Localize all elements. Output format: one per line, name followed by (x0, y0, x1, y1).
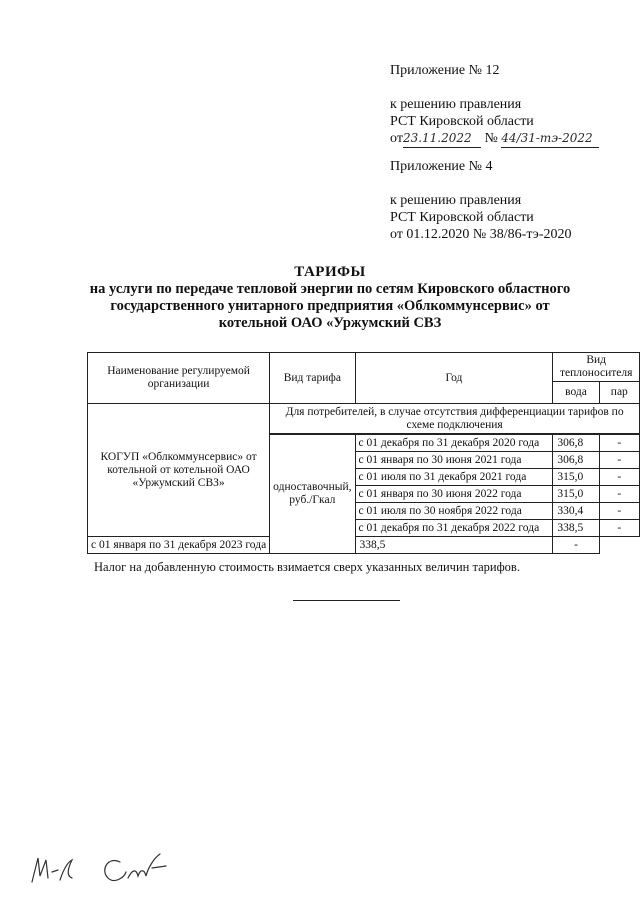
period-cell: с 01 января по 31 декабря 2023 года (88, 537, 270, 554)
water-value: 330,4 (553, 503, 599, 520)
water-value: 315,0 (553, 469, 599, 486)
water-value: 306,8 (553, 452, 599, 469)
period-cell: с 01 января по 30 июня 2022 года (355, 486, 553, 503)
title-line-1: на услуги по передаче тепловой энергии по сетям Кировского областного (89, 281, 571, 297)
number-label: № (484, 131, 498, 146)
to-decision-label: к решению правления (390, 97, 522, 112)
org-name-cell: КОГУП «Облкоммунсервис» от котельной от котельной ОАО «Уржумский СВЗ» (88, 404, 270, 537)
col-header-carrier: Вид теплоносителя (553, 353, 640, 382)
decision-block-1 (390, 96, 599, 148)
handwritten-date: 23.11.2022 (402, 131, 472, 145)
from-label: от (390, 131, 403, 146)
period-cell: с 01 июля по 30 ноября 2022 года (355, 503, 553, 520)
decision-block-2 (390, 192, 571, 243)
prev-decision-label: от 01.12.2020 № 38/86-тэ-2020 (390, 227, 572, 242)
appendix-4-label: Приложение № 4 (390, 159, 493, 174)
col-header-type: Вид тарифа (270, 353, 355, 404)
appendix-12-label: Приложение № 12 (390, 63, 500, 78)
document-title (60, 264, 600, 332)
steam-value: - (599, 452, 639, 469)
title-line-3: котельной ОАО «Уржумский СВЗ (218, 315, 442, 331)
steam-value: - (599, 435, 639, 452)
period-cell: с 01 декабря по 31 декабря 2022 года (355, 520, 553, 537)
title-main: ТАРИФЫ (294, 264, 366, 280)
period-cell: с 01 января по 30 июня 2021 года (355, 452, 553, 469)
rst-label-2: РСТ Кировской области (390, 210, 534, 225)
steam-value: - (599, 520, 639, 537)
col-header-steam: пар (599, 382, 639, 404)
tariff-table (87, 352, 640, 554)
steam-value: - (599, 503, 639, 520)
steam-value: - (599, 486, 639, 503)
header-block (390, 62, 500, 79)
tariff-type-cell: одноставочный, руб./Гкал (270, 435, 355, 554)
steam-value: - (553, 537, 599, 554)
water-value: 338,5 (553, 520, 599, 537)
handwritten-number: 44/31-тэ-2022 (501, 131, 593, 145)
table-row (88, 537, 640, 554)
col-header-org: Наименование регулируемой организации (88, 353, 270, 404)
title-line-2: государственного унитарного предприятия «Облкоммунсервис» от (110, 298, 550, 314)
water-value: 306,8 (553, 435, 599, 452)
signature-mark (28, 848, 188, 888)
steam-value: - (599, 469, 639, 486)
period-cell: с 01 июля по 31 декабря 2021 года (355, 469, 553, 486)
appendix-4-block (390, 158, 493, 175)
col-header-water: вода (553, 382, 599, 404)
water-value: 315,0 (553, 486, 599, 503)
consumers-note: Для потребителей, в случае отсутствия дифференциации тарифов по схеме подключения (270, 404, 640, 434)
to-decision-label-2: к решению правления (390, 193, 522, 208)
rst-label: РСТ Кировской области (390, 114, 534, 129)
col-header-year: Год (355, 353, 553, 404)
decision-date-number (390, 130, 599, 148)
vat-footnote: Налог на добавленную стоимость взимается сверх указанных величин тарифов. (94, 560, 520, 574)
closing-rule (293, 600, 400, 601)
period-cell: с 01 декабря по 31 декабря 2020 года (355, 435, 553, 452)
water-value: 338,5 (355, 537, 553, 554)
